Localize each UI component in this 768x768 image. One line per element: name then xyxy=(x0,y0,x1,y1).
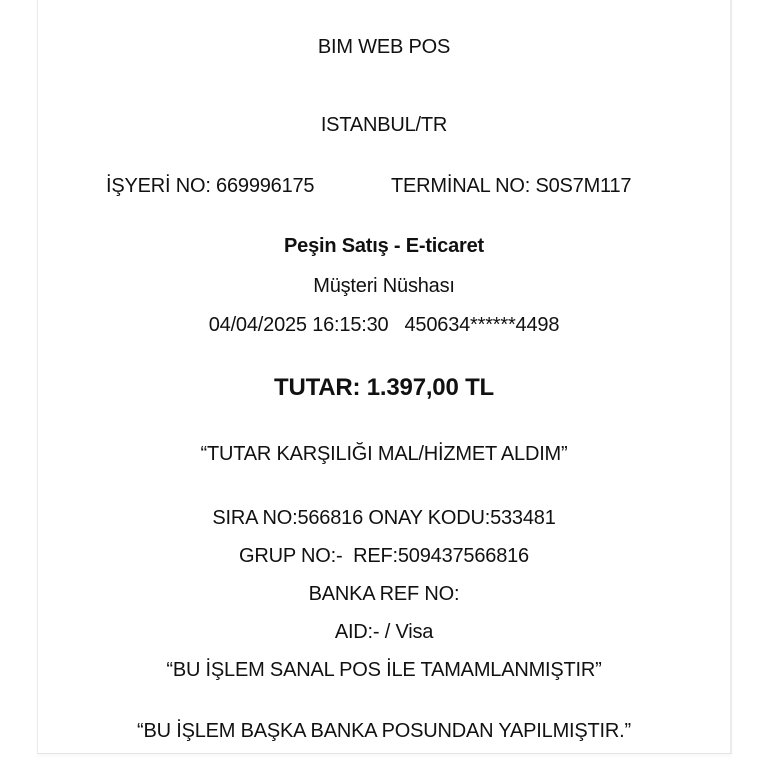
terminal-no: TERMİNAL NO: S0S7M117 xyxy=(391,175,632,197)
amount-total: TUTAR: 1.397,00 TL xyxy=(273,374,494,401)
merchant-name: BIM WEB POS xyxy=(317,36,451,58)
acknowledgement: “TUTAR KARŞILIĞI MAL/HİZMET ALDIM” xyxy=(200,443,568,465)
sequence-approval: SIRA NO:566816 ONAY KODU:533481 xyxy=(212,507,556,529)
location: ISTANBUL/TR xyxy=(320,114,448,136)
receipt-card xyxy=(37,0,732,754)
other-bank-note: “BU İŞLEM BAŞKA BANKA POSUNDAN YAPILMIŞTIR.” xyxy=(137,720,631,742)
transaction-type: Peşin Satış - E-ticaret xyxy=(284,235,484,257)
ids-row xyxy=(38,173,730,199)
group-ref: GRUP NO:- REF:509437566816 xyxy=(239,545,529,567)
datetime-card: 04/04/2025 16:15:30 450634******4498 xyxy=(208,314,560,336)
bank-ref: BANKA REF NO: xyxy=(308,583,460,605)
copy-label: Müşteri Nüshası xyxy=(313,275,455,297)
virtual-pos-note: “BU İŞLEM SANAL POS İLE TAMAMLANMIŞTIR” xyxy=(166,659,602,681)
aid-brand: AID:- / Visa xyxy=(334,621,434,643)
merchant-no: İŞYERİ NO: 669996175 xyxy=(106,175,315,197)
